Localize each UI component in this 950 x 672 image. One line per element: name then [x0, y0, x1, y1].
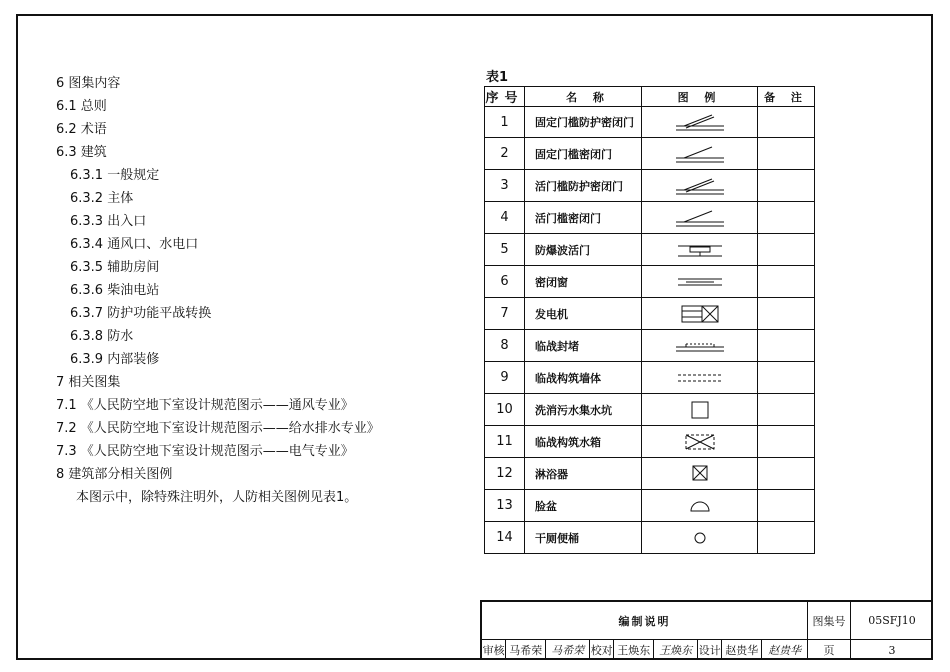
wartime-water-tank-icon — [642, 426, 758, 458]
row-name: 洗消污水集水坑 — [525, 394, 642, 426]
title-block — [480, 600, 933, 660]
contents-item: 7.2 《人民防空地下室设计规范图示——给水排水专业》 — [56, 421, 380, 436]
door-airtight-movable-threshold-icon — [642, 202, 758, 234]
check-label: 校对 — [590, 640, 614, 660]
contents-item: 6.1 总则 — [56, 99, 107, 114]
row-note — [758, 522, 815, 554]
row-number: 2 — [485, 138, 525, 170]
table-row — [485, 202, 815, 234]
design-name: 赵贵华 — [722, 640, 762, 660]
row-note — [758, 458, 815, 490]
washbasin-icon — [642, 490, 758, 522]
row-number: 5 — [485, 234, 525, 266]
row-number: 4 — [485, 202, 525, 234]
row-number: 14 — [485, 522, 525, 554]
table-row — [485, 490, 815, 522]
contents-item: 6.3.6 柴油电站 — [70, 283, 160, 298]
wartime-blocking-icon — [642, 330, 758, 362]
table-caption: 表1 — [486, 70, 509, 85]
airtight-window-icon — [642, 266, 758, 298]
page-label: 页 — [808, 640, 851, 660]
design-signature: 赵贵华 — [768, 644, 802, 657]
dry-toilet-icon — [642, 522, 758, 554]
contents-item: 6.3.4 通风口、水电口 — [70, 237, 199, 252]
row-name: 淋浴器 — [525, 458, 642, 490]
contents-item: 6.2 术语 — [56, 122, 107, 137]
contents-item: 本图示中，除特殊注明外，人防相关图例见表1。 — [76, 490, 358, 505]
contents-item: 6.3.1 一般规定 — [70, 168, 160, 183]
contents-item: 8 建筑部分相关图例 — [56, 467, 173, 482]
check-signature: 王焕东 — [654, 640, 698, 660]
row-note — [758, 170, 815, 202]
row-number: 9 — [485, 362, 525, 394]
contents-item: 6 图集内容 — [56, 76, 121, 91]
row-number: 11 — [485, 426, 525, 458]
atlas-label: 图集号 — [808, 602, 851, 640]
wartime-wall-icon — [642, 362, 758, 394]
row-note — [758, 490, 815, 522]
row-number: 7 — [485, 298, 525, 330]
row-note — [758, 330, 815, 362]
row-number: 6 — [485, 266, 525, 298]
contents-item: 7 相关图集 — [56, 375, 121, 390]
signature-row — [482, 640, 808, 660]
sump-pit-icon — [642, 394, 758, 426]
row-name: 发电机 — [525, 298, 642, 330]
row-note — [758, 426, 815, 458]
row-name: 固定门槛防护密闭门 — [525, 107, 642, 138]
review-name: 马希荣 — [506, 640, 546, 660]
table-header-row — [485, 87, 815, 107]
door-protective-movable-threshold-icon — [642, 170, 758, 202]
row-name: 活门槛密闭门 — [525, 202, 642, 234]
row-name: 密闭窗 — [525, 266, 642, 298]
contents-item: 6.3.8 防水 — [70, 329, 134, 344]
table-row — [485, 298, 815, 330]
row-note — [758, 266, 815, 298]
contents-item: 6.3 建筑 — [56, 145, 107, 160]
contents-item: 6.3.7 防护功能平战转换 — [70, 306, 212, 321]
check-name: 王焕东 — [614, 640, 654, 660]
row-note — [758, 138, 815, 170]
header-note: 备 注 — [758, 87, 815, 107]
table-row — [485, 107, 815, 138]
contents-item: 6.3.5 辅助房间 — [70, 260, 160, 275]
contents-item: 7.1 《人民防空地下室设计规范图示——通风专业》 — [56, 398, 354, 413]
row-name: 脸盆 — [525, 490, 642, 522]
door-airtight-fixed-threshold-icon — [642, 138, 758, 170]
contents-item: 7.3 《人民防空地下室设计规范图示——电气专业》 — [56, 444, 354, 459]
row-number: 13 — [485, 490, 525, 522]
row-name: 活门槛防护密闭门 — [525, 170, 642, 202]
table-row — [485, 234, 815, 266]
legend-table — [484, 86, 815, 554]
row-number: 1 — [485, 107, 525, 138]
door-protective-fixed-threshold-icon — [642, 107, 758, 138]
table-row — [485, 426, 815, 458]
table-row — [485, 522, 815, 554]
row-number: 10 — [485, 394, 525, 426]
contents-list — [56, 72, 380, 509]
contents-item: 6.3.3 出入口 — [70, 214, 147, 229]
row-number: 12 — [485, 458, 525, 490]
row-name: 干厕便桶 — [525, 522, 642, 554]
table-row — [485, 362, 815, 394]
blast-valve-icon — [642, 234, 758, 266]
row-name: 固定门槛密闭门 — [525, 138, 642, 170]
row-note — [758, 107, 815, 138]
row-note — [758, 362, 815, 394]
row-note — [758, 202, 815, 234]
table-row — [485, 458, 815, 490]
sheet-title: 编制说明 — [482, 602, 808, 640]
header-no: 序号 — [485, 87, 525, 107]
row-number: 3 — [485, 170, 525, 202]
generator-icon — [642, 298, 758, 330]
table-row — [485, 330, 815, 362]
shower-icon — [642, 458, 758, 490]
review-signature: 马希荣 — [546, 640, 590, 660]
contents-item: 6.3.2 主体 — [70, 191, 134, 206]
row-number: 8 — [485, 330, 525, 362]
row-name: 临战构筑水箱 — [525, 426, 642, 458]
row-note — [758, 298, 815, 330]
header-name: 名 称 — [525, 87, 642, 107]
row-name: 临战构筑墙体 — [525, 362, 642, 394]
atlas-number: 05SFJ10 — [851, 602, 933, 640]
contents-item: 6.3.9 内部装修 — [70, 352, 160, 367]
row-name: 防爆波活门 — [525, 234, 642, 266]
table-row — [485, 170, 815, 202]
table-row — [485, 266, 815, 298]
table-row — [485, 394, 815, 426]
review-label: 审核 — [482, 640, 506, 660]
header-symbol: 图 例 — [642, 87, 758, 107]
design-label: 设计 — [698, 640, 722, 660]
row-name: 临战封堵 — [525, 330, 642, 362]
row-note — [758, 394, 815, 426]
page-number: 3 — [888, 643, 896, 657]
table-row — [485, 138, 815, 170]
row-note — [758, 234, 815, 266]
